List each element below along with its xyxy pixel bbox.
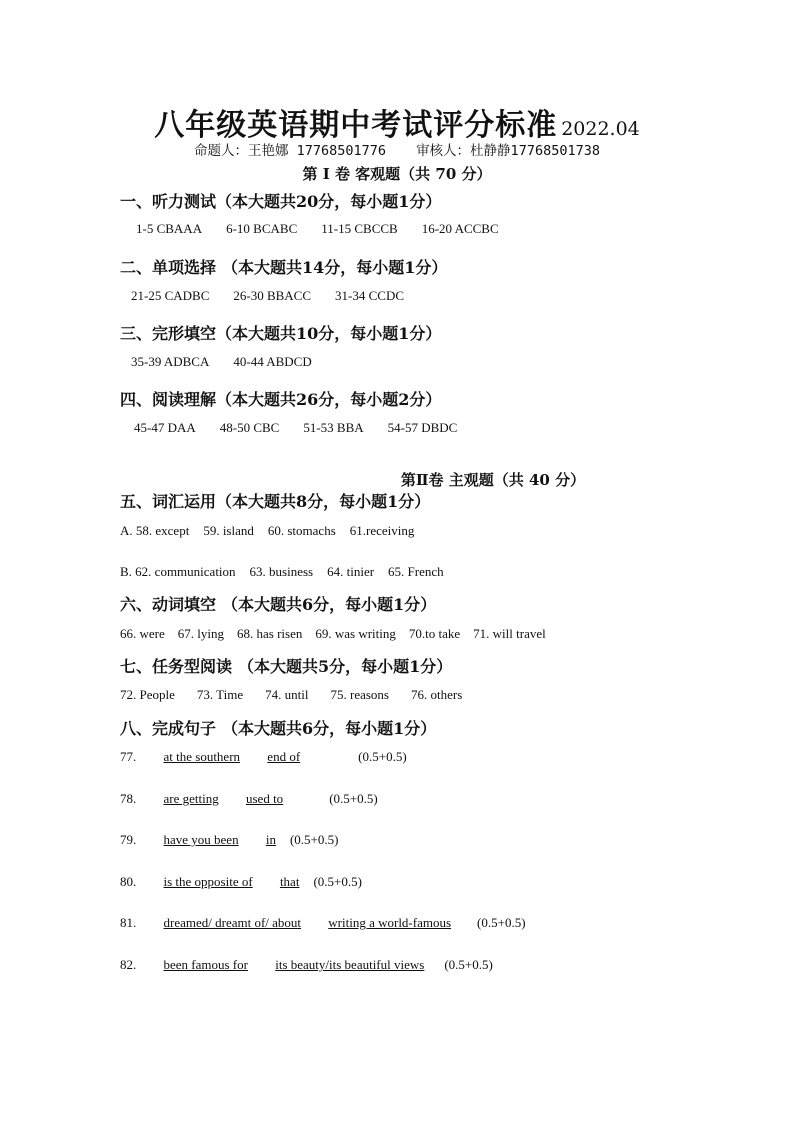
answer-part-a: dreamed/ dreamt of/ about xyxy=(163,915,302,930)
item-number: 80. xyxy=(120,874,137,889)
answer-item: 74. until xyxy=(265,687,309,702)
answer-item: 66. were xyxy=(120,626,165,641)
answer-part-b: in xyxy=(265,832,276,847)
sentence-item-77 xyxy=(120,749,407,765)
score-note: (0.5+0.5) xyxy=(329,791,378,806)
document-title-line xyxy=(0,100,794,144)
section-7-answers xyxy=(120,687,462,703)
answer-group: 51-53 BBA xyxy=(303,420,364,435)
document-date: 2022.04 xyxy=(561,118,640,140)
answer-part-b: that xyxy=(279,874,300,889)
answer-group: 21-25 CADBC xyxy=(131,288,210,303)
section-7-heading xyxy=(120,654,452,677)
answer-item: 63. business xyxy=(249,564,314,579)
reviewer-label: 审核人：杜静静17768501738 xyxy=(416,143,600,159)
sentence-item-80 xyxy=(120,874,362,890)
section-8-desc: （本大题共6分，每小题1分） xyxy=(222,719,437,738)
section-3-answers xyxy=(131,354,312,370)
authors-line xyxy=(0,139,794,159)
answer-group: 26-30 BBACC xyxy=(233,288,312,303)
section-3-title: 三、完形填空 xyxy=(120,324,217,343)
answer-item: 64. tinier xyxy=(327,564,375,579)
sentence-item-79 xyxy=(120,832,338,848)
answer-group: 35-39 ADBCA xyxy=(131,354,210,369)
answer-part-a: is the opposite of xyxy=(163,874,253,889)
answer-part-a: been famous for xyxy=(163,957,248,972)
answer-group: 6-10 BCABC xyxy=(226,221,298,236)
answer-item: 69. was writing xyxy=(315,626,396,641)
sentence-item-78 xyxy=(120,791,378,807)
section-1-heading xyxy=(120,189,441,212)
section-7-title: 七、任务型阅读 xyxy=(120,657,233,676)
answer-item: 59. island xyxy=(203,523,254,538)
section-5-title: 五、词汇运用 xyxy=(120,492,217,511)
item-number: 78. xyxy=(120,791,137,806)
section-7-desc: （本大题共5分，每小题1分） xyxy=(238,657,453,676)
score-note: (0.5+0.5) xyxy=(358,749,407,764)
section-5-line-a xyxy=(120,523,414,539)
setter-label: 命题人：王艳娜 17768501776 xyxy=(194,143,387,159)
answer-part-b: end of xyxy=(267,749,301,764)
section-8-title: 八、完成句子 xyxy=(120,719,217,738)
answer-part-b: its beauty/its beautiful views xyxy=(275,957,425,972)
section-4-heading xyxy=(120,387,441,410)
section-3-desc: （本大题共10分，每小题1分） xyxy=(216,324,442,343)
answer-group: 16-20 ACCBC xyxy=(421,221,499,236)
sentence-item-81 xyxy=(120,915,526,931)
item-number: 82. xyxy=(120,957,137,972)
section-6-title: 六、动词填空 xyxy=(120,595,217,614)
section-1-desc: （本大题共20分，每小题1分） xyxy=(216,192,442,211)
section-5-line-b xyxy=(120,564,444,580)
answer-part-a: are getting xyxy=(163,791,219,806)
answer-group: 48-50 CBC xyxy=(219,420,280,435)
answer-item: 75. reasons xyxy=(330,687,389,702)
item-number: 77. xyxy=(120,749,137,764)
section-6-desc: （本大题共6分，每小题1分） xyxy=(222,595,437,614)
answer-item: 60. stomachs xyxy=(267,523,336,538)
section-2-title: 二、单项选择 xyxy=(120,258,217,277)
section-4-title: 四、阅读理解 xyxy=(120,390,217,409)
answer-part-a: at the southern xyxy=(163,749,241,764)
part-1-heading: 第 I 卷 客观题（共 70 分） xyxy=(302,165,492,183)
answer-item: 67. lying xyxy=(177,626,224,641)
answer-item: 71. will travel xyxy=(473,626,546,641)
score-note: (0.5+0.5) xyxy=(477,915,526,930)
section-6-answers xyxy=(120,626,546,642)
part-2-heading: 第Ⅱ卷 主观题（共 40 分） xyxy=(400,471,586,489)
section-5-desc: （本大题共8分，每小题1分） xyxy=(216,492,431,511)
section-6-heading xyxy=(120,592,436,615)
answer-item: A. 58. except xyxy=(120,523,190,538)
answer-item: 65. French xyxy=(388,564,444,579)
section-5-heading xyxy=(120,489,430,512)
item-number: 79. xyxy=(120,832,137,847)
answer-group: 45-47 DAA xyxy=(134,420,196,435)
score-note: (0.5+0.5) xyxy=(313,874,362,889)
answer-part-b: writing a world-famous xyxy=(328,915,452,930)
section-1-answers xyxy=(136,221,499,237)
item-number: 81. xyxy=(120,915,137,930)
section-2-heading xyxy=(120,255,447,278)
answer-group: 11-15 CBCCB xyxy=(321,221,398,236)
answer-item: 68. has risen xyxy=(237,626,303,641)
answer-group: 31-34 CCDC xyxy=(335,288,405,303)
answer-part-a: have you been xyxy=(163,832,239,847)
section-3-heading xyxy=(120,321,441,344)
section-1-title: 一、听力测试 xyxy=(120,192,217,211)
score-note: (0.5+0.5) xyxy=(444,957,493,972)
section-4-desc: （本大题共26分，每小题2分） xyxy=(216,390,442,409)
answer-part-b: used to xyxy=(245,791,284,806)
score-note: (0.5+0.5) xyxy=(289,832,339,847)
answer-item: B. 62. communication xyxy=(120,564,236,579)
answer-group: 1-5 CBAAA xyxy=(136,221,203,236)
document-title: 八年级英语期中考试评分标准 xyxy=(154,108,558,143)
answer-item: 73. Time xyxy=(196,687,244,702)
section-8-heading xyxy=(120,716,436,739)
answer-item: 70.to take xyxy=(408,626,461,641)
section-2-answers xyxy=(131,288,404,304)
sentence-item-82 xyxy=(120,957,493,973)
answer-item: 61.receiving xyxy=(349,523,415,538)
answer-group: 54-57 DBDC xyxy=(387,420,458,435)
answer-item: 72. People xyxy=(120,687,175,702)
answer-item: 76. others xyxy=(410,687,463,702)
section-2-desc: （本大题共14分，每小题1分） xyxy=(222,258,448,277)
section-4-answers xyxy=(134,420,457,436)
answer-group: 40-44 ABDCD xyxy=(233,354,312,369)
